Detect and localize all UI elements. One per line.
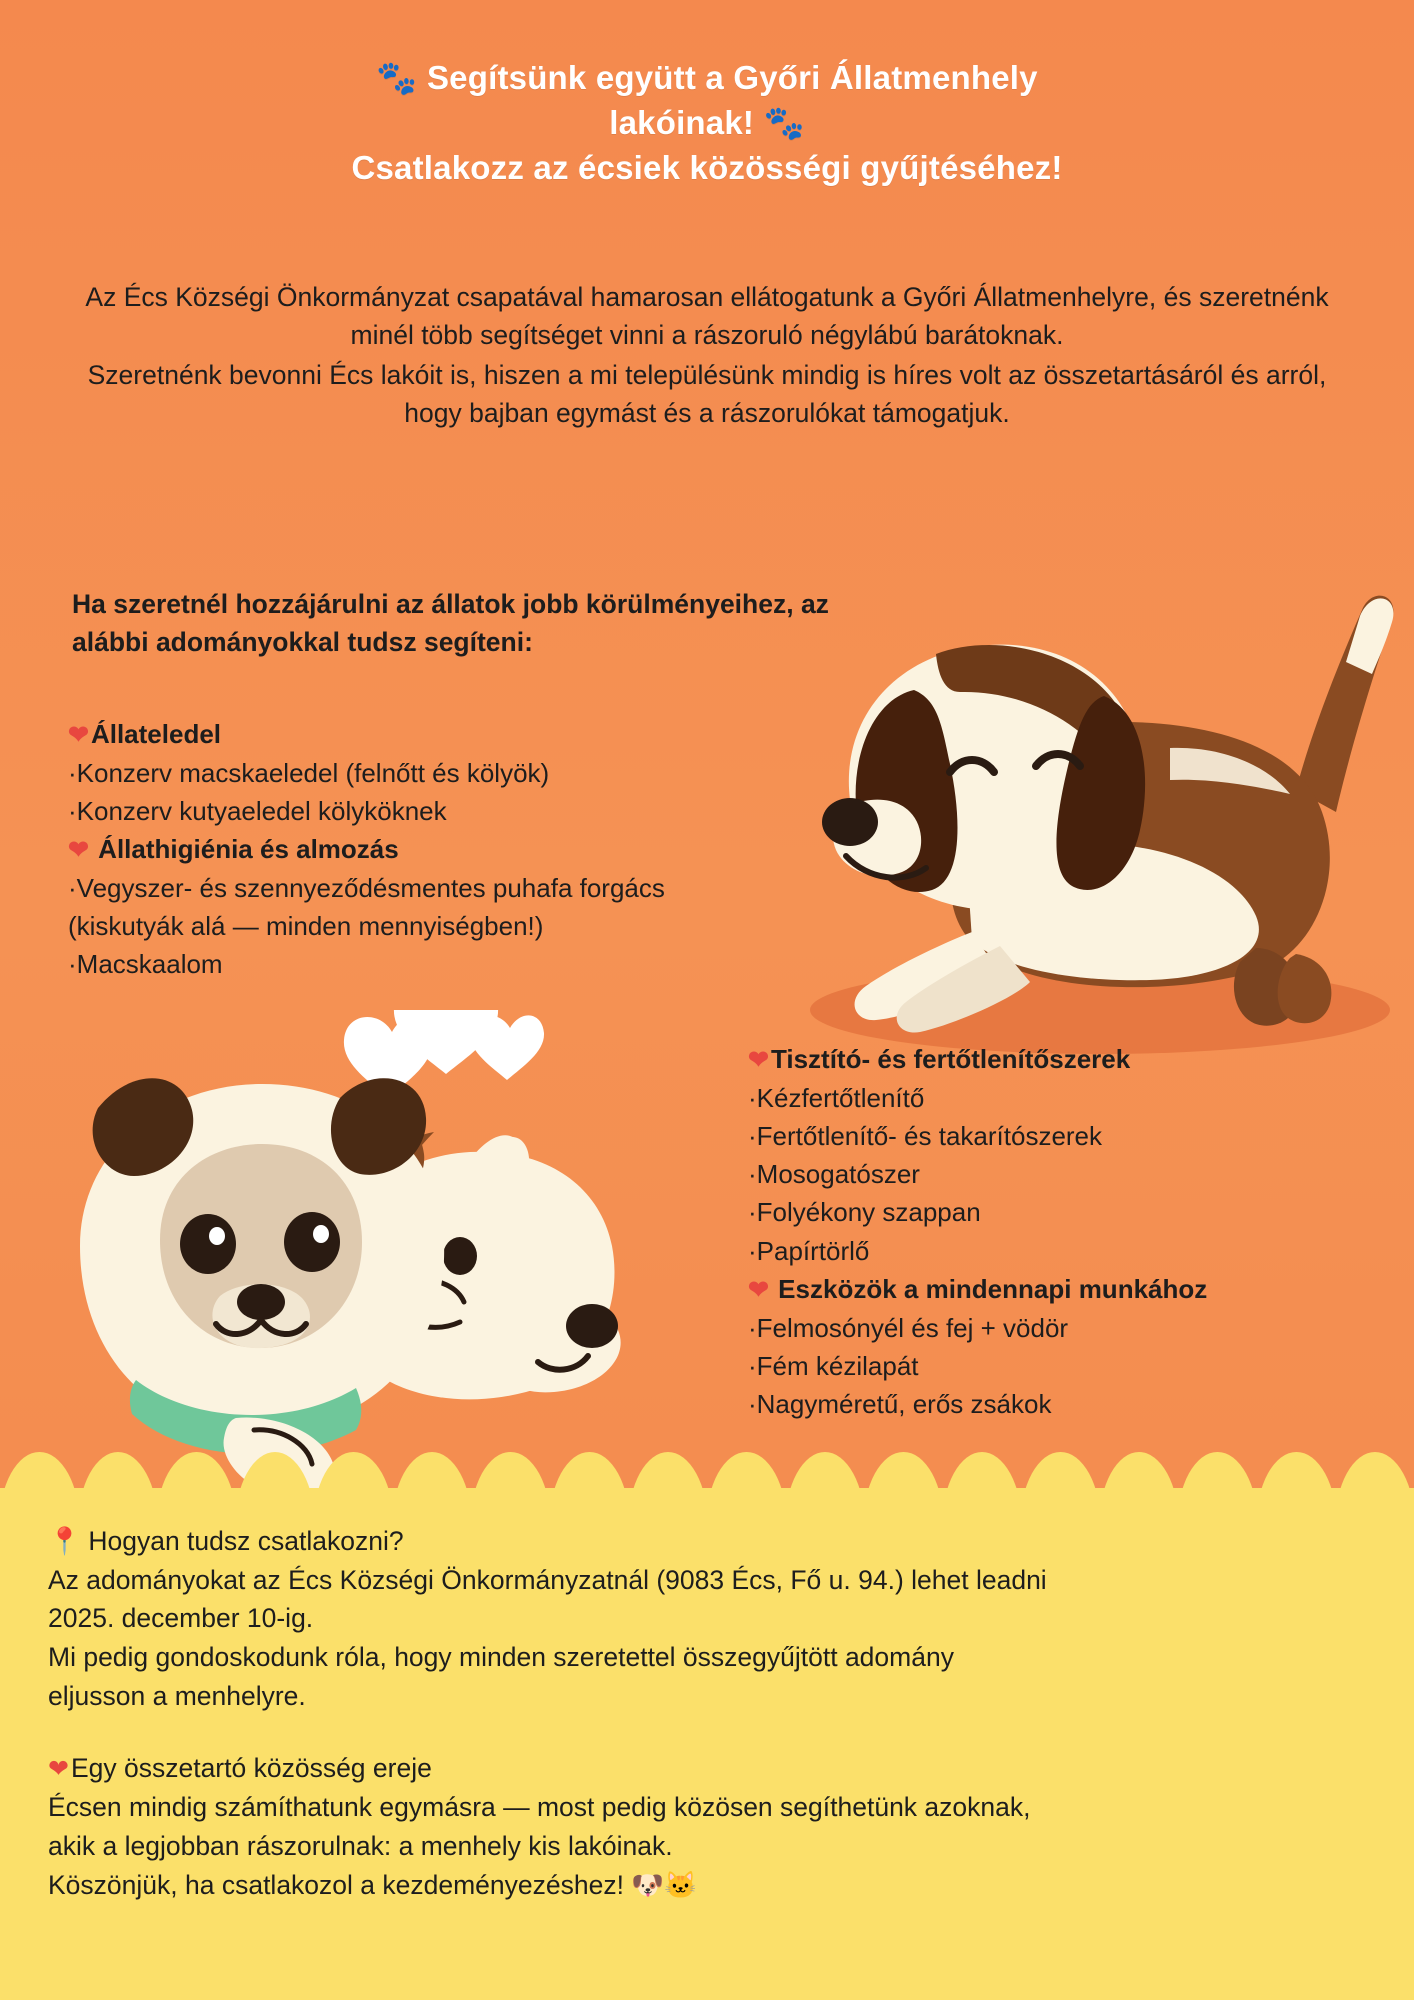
- how-to-join-line-2: 2025. december 10-ig.: [48, 1603, 314, 1634]
- list-item-label: ·Fém kézilapát: [748, 1350, 919, 1381]
- list-item: [748, 1155, 1368, 1193]
- list-item-label: ·Konzerv kutyaeledel kölyköknek: [68, 795, 447, 826]
- title-line-2: lakóinak! 🐾: [609, 103, 805, 141]
- list-item-label: ·Macskaalom: [68, 949, 223, 980]
- list-item-label: Állathigiénia és almozás: [90, 834, 399, 865]
- pug: [80, 1078, 444, 1496]
- list-item-label: ·Felmosónyél és fej + vödör: [748, 1312, 1069, 1343]
- spacer: [48, 1715, 1378, 1749]
- page-title: [0, 56, 1414, 191]
- list-item: [748, 1309, 1368, 1347]
- list-item-label: Tisztító- és fertőtlenítőszerek: [770, 1044, 1131, 1074]
- intro-text: [80, 278, 1334, 433]
- list-item-label: Eszközök a mindennapi munkához: [770, 1273, 1208, 1304]
- list-item: [68, 830, 768, 869]
- title-line-1: 🐾 Segítsünk együtt a Győri Állatmenhely: [376, 59, 1038, 96]
- heart-icon: ❤: [68, 721, 89, 749]
- heart-icon: ❤: [68, 836, 89, 865]
- list-item: [748, 1079, 1368, 1117]
- heart-icon: ❤: [748, 1275, 769, 1304]
- list-item: [748, 1040, 1368, 1079]
- list-item: [68, 754, 768, 792]
- community-line-3: Köszönjük, ha csatlakozol a kezdeményezéshez! 🐶🐱: [48, 1869, 698, 1900]
- list-item: [748, 1385, 1368, 1423]
- how-to-join-line-4: eljusson a menhelyre.: [48, 1680, 306, 1711]
- how-to-join-title: 📍 Hogyan tudsz csatlakozni?: [48, 1526, 404, 1556]
- donation-lead-text: Ha szeretnél hozzájárulni az állatok jobb körülményeihez, az alábbi adományokkal tudsz segíteni:: [72, 589, 829, 657]
- list-item-label: (kiskutyák alá — minden mennyiségben!): [68, 911, 544, 942]
- list-item: [68, 945, 768, 983]
- list-item: [68, 792, 768, 830]
- heart-icon: ❤: [748, 1046, 769, 1074]
- list-item-label: ·Kézfertőtlenítő: [748, 1082, 925, 1113]
- donation-list-left: [68, 715, 768, 984]
- community-title-label: Egy összetartó közösség ereje: [70, 1753, 432, 1784]
- bottom-info-text: [48, 1522, 1378, 1904]
- list-item-label: ·Konzerv macskaeledel (felnőtt és kölyök): [68, 757, 550, 788]
- donation-list-right: [748, 1040, 1368, 1423]
- list-item-label: ·Papírtörlő: [748, 1235, 870, 1266]
- list-item: [748, 1270, 1368, 1309]
- list-item-label: Állateledel: [90, 719, 222, 749]
- intro-paragraph-1: Az Écs Községi Önkormányzat csapatával hamarosan ellátogatunk a Győri Állatmenhelyre, és szeretnénk minél több segítséget vinni a rászoruló négylábú barátoknak.: [85, 282, 1329, 351]
- community-line-2: akik a legjobban rászorulnak: a menhely kis lakóinak.: [48, 1830, 673, 1861]
- community-line-1: Écsen mindig számíthatunk egymásra — most pedig közösen segíthetünk azoknak,: [48, 1792, 1031, 1823]
- pug-and-terrier-illustration: [40, 1010, 740, 1500]
- list-item: [68, 907, 768, 945]
- intro-paragraph-2: Szeretnénk bevonni Écs lakóit is, hiszen a mi településünk mindig is híres volt az összetartásáról és arról, hogy bajban egymást és a rászorulókat támogatjuk.: [87, 360, 1327, 429]
- heart-icon: ❤: [48, 1755, 69, 1784]
- list-item: [748, 1193, 1368, 1231]
- list-item-label: ·Mosogatószer: [748, 1159, 920, 1190]
- list-item-label: ·Vegyszer- és szennyeződésmentes puhafa forgács: [68, 872, 665, 903]
- list-item: [68, 715, 768, 754]
- list-item: [68, 869, 768, 907]
- list-item: [748, 1232, 1368, 1270]
- how-to-join-line-1: Az adományokat az Écs Községi Önkormányzatnál (9083 Écs, Fő u. 94.) lehet leadni: [48, 1564, 1047, 1595]
- list-item: [748, 1347, 1368, 1385]
- list-item-label: ·Fertőtlenítő- és takarítószerek: [748, 1120, 1103, 1151]
- list-item: [748, 1117, 1368, 1155]
- title-line-3: Csatlakozz az écsiek közösségi gyűjtéséhez!: [351, 148, 1063, 186]
- list-item-label: ·Nagyméretű, erős zsákok: [748, 1389, 1052, 1420]
- community-title: [48, 1749, 1378, 1788]
- how-to-join-line-3: Mi pedig gondoskodunk róla, hogy minden szeretettel összegyűjtött adomány: [48, 1642, 954, 1673]
- list-item-label: ·Folyékony szappan: [748, 1197, 981, 1228]
